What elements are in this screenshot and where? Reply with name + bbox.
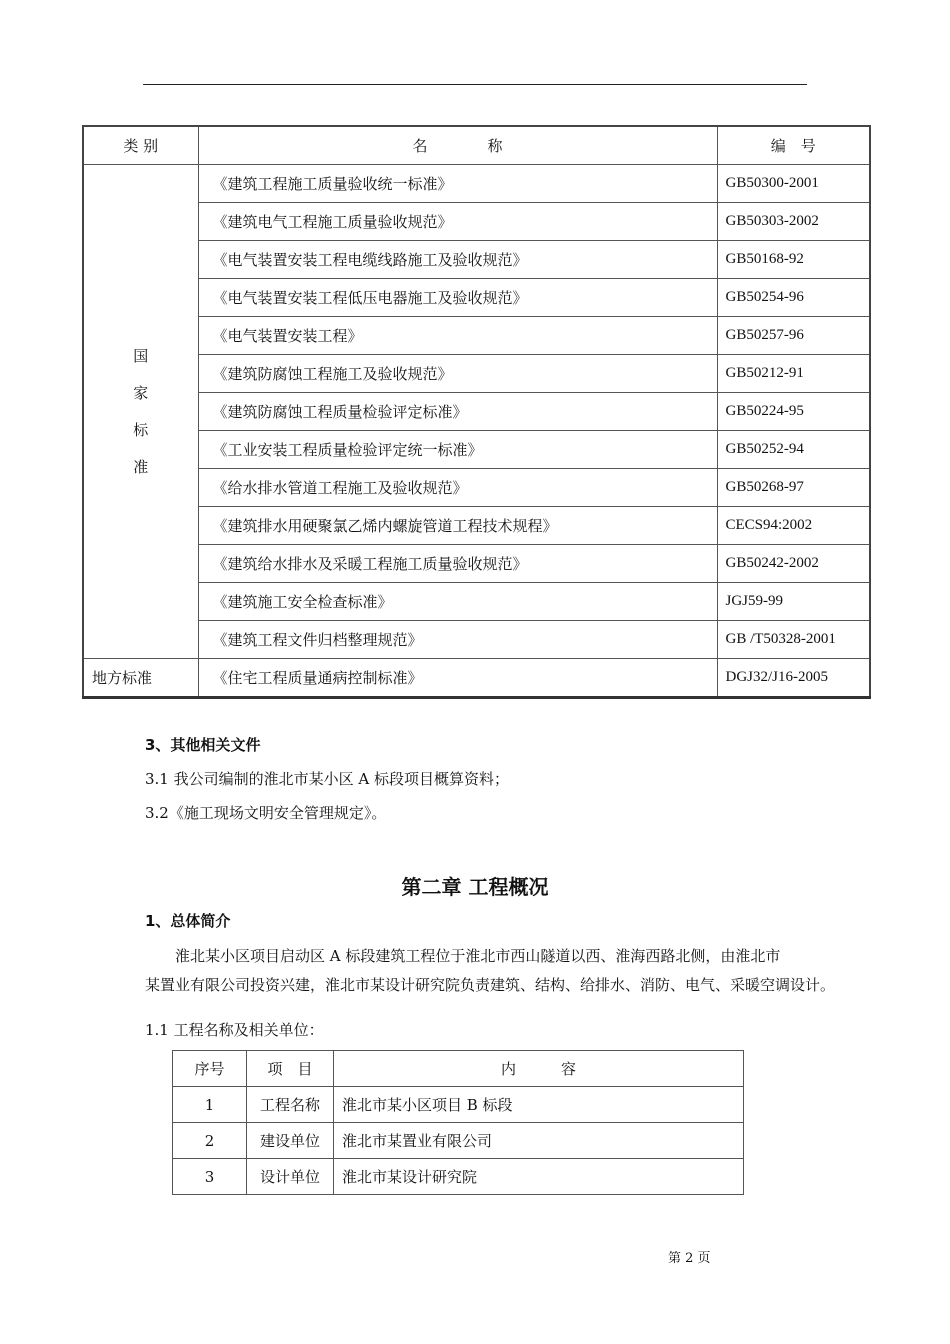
project-table — [172, 1050, 744, 1195]
standard-name: 《住宅工程质量通病控制标准》 — [198, 659, 717, 698]
project-item: 设计单位 — [247, 1159, 334, 1195]
local-standard-label: 地方标准 — [83, 659, 198, 698]
project-row — [173, 1087, 744, 1123]
content-header: 内 容 — [334, 1051, 744, 1087]
project-info-heading: 1.1 工程名称及相关单位： — [145, 1021, 324, 1039]
standard-row — [83, 431, 870, 469]
standard-row — [83, 393, 870, 431]
standard-name: 《建筑防腐蚀工程质量检验评定标准》 — [198, 393, 717, 431]
item-header: 项 目 — [247, 1051, 334, 1087]
overview-paragraph — [145, 942, 885, 1000]
standard-code: GB50242-2002 — [717, 545, 870, 583]
project-row — [173, 1159, 744, 1195]
project-seq: 3 — [173, 1159, 247, 1195]
project-content: 淮北市某置业有限公司 — [334, 1123, 744, 1159]
overview-heading: 1、总体简介 — [145, 912, 231, 930]
code-header: 编 号 — [717, 126, 870, 165]
standard-code: GB50268-97 — [717, 469, 870, 507]
standard-row — [83, 241, 870, 279]
local-standard-row — [83, 659, 870, 698]
standard-name: 《给水排水管道工程施工及验收规范》 — [198, 469, 717, 507]
standard-row — [83, 583, 870, 621]
standard-code: GB50212-91 — [717, 355, 870, 393]
page-number: 第 2 页 — [668, 1251, 711, 1266]
national-label-char: 准 — [133, 457, 149, 476]
standards-table — [82, 125, 871, 699]
standard-name: 《建筑施工安全检查标准》 — [198, 583, 717, 621]
standard-code: GB50257-96 — [717, 317, 870, 355]
standard-name: 《工业安装工程质量检验评定统一标准》 — [198, 431, 717, 469]
standard-row — [83, 469, 870, 507]
project-content: 淮北市某设计研究院 — [334, 1159, 744, 1195]
standard-code: GB50224-95 — [717, 393, 870, 431]
project-seq: 1 — [173, 1087, 247, 1123]
standard-code: GB50254-96 — [717, 279, 870, 317]
standard-code: DGJ32/J16-2005 — [717, 659, 870, 698]
project-seq: 2 — [173, 1123, 247, 1159]
project-item: 建设单位 — [247, 1123, 334, 1159]
standard-row — [83, 165, 870, 203]
project-content: 淮北市某小区项目 B 标段 — [334, 1087, 744, 1123]
project-item: 工程名称 — [247, 1087, 334, 1123]
standard-name: 《建筑防腐蚀工程施工及验收规范》 — [198, 355, 717, 393]
header-rule — [143, 84, 807, 85]
national-standard-label — [83, 165, 198, 659]
project-row — [173, 1123, 744, 1159]
project-header-row — [173, 1051, 744, 1087]
standard-name: 《建筑排水用硬聚氯乙烯内螺旋管道工程技术规程》 — [198, 507, 717, 545]
standard-row — [83, 545, 870, 583]
standard-code: GB50300-2001 — [717, 165, 870, 203]
overview-line-1: 淮北某小区项目启动区 A 标段建筑工程位于淮北市西山隧道以西、淮海西路北侧，由淮北市 — [175, 947, 781, 965]
standard-code: CECS94:2002 — [717, 507, 870, 545]
standard-name: 《电气装置安装工程》 — [198, 317, 717, 355]
section3-item-1: 3.1 我公司编制的淮北市某小区 A 标段项目概算资料； — [145, 770, 509, 788]
chapter-title: 第二章 工程概况 — [401, 875, 549, 899]
standard-code: GB /T50328-2001 — [717, 621, 870, 659]
standard-code: JGJ59-99 — [717, 583, 870, 621]
standard-row — [83, 317, 870, 355]
standard-row — [83, 355, 870, 393]
standards-header-row — [83, 126, 870, 165]
standard-row — [83, 279, 870, 317]
section3-heading: 3、其他相关文件 — [145, 736, 261, 754]
standard-code: GB50252-94 — [717, 431, 870, 469]
national-label-char: 国 — [133, 346, 149, 365]
standard-row — [83, 507, 870, 545]
national-label-char: 标 — [133, 420, 149, 439]
seq-header: 序号 — [173, 1051, 247, 1087]
standard-code: GB50168-92 — [717, 241, 870, 279]
overview-line-2: 某置业有限公司投资兴建，淮北市某设计研究院负责建筑、结构、给排水、消防、电气、采暖空调设计。 — [145, 976, 836, 994]
standard-name: 《电气装置安装工程低压电器施工及验收规范》 — [198, 279, 717, 317]
standard-name: 《建筑工程施工质量验收统一标准》 — [198, 165, 717, 203]
standard-name: 《电气装置安装工程电缆线路施工及验收规范》 — [198, 241, 717, 279]
national-label-char: 家 — [133, 383, 149, 402]
standard-name: 《建筑给水排水及采暖工程施工质量验收规范》 — [198, 545, 717, 583]
standard-name: 《建筑工程文件归档整理规范》 — [198, 621, 717, 659]
category-header: 类 别 — [83, 126, 198, 165]
standard-name: 《建筑电气工程施工质量验收规范》 — [198, 203, 717, 241]
standard-row — [83, 621, 870, 659]
standard-code: GB50303-2002 — [717, 203, 870, 241]
section3-item-2: 3.2《施工现场文明安全管理规定》。 — [145, 804, 387, 822]
name-header: 名 称 — [198, 126, 717, 165]
standard-row — [83, 203, 870, 241]
